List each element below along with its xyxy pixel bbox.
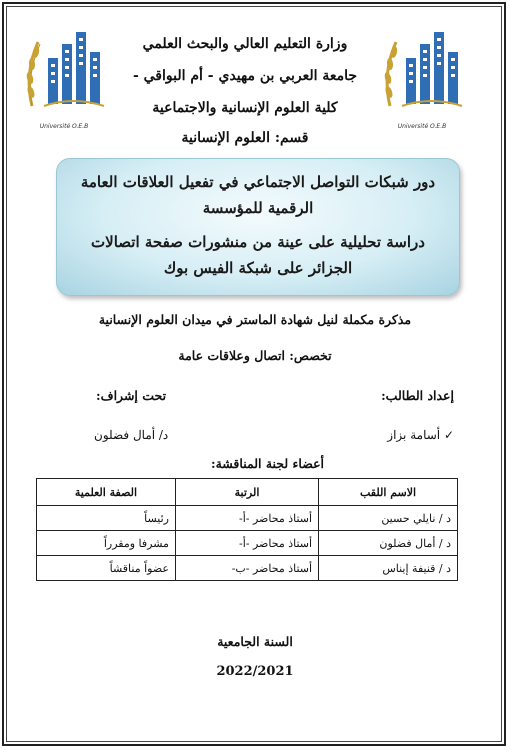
table-header-row (37, 479, 458, 506)
ministry-title: وزارة التعليم العالي والبحث العلمي (142, 36, 348, 52)
supervisor-name: د/ أمال فضلون (94, 428, 169, 442)
check-icon: ✓ (443, 428, 454, 442)
logo-caption: Université O.E.B (39, 123, 89, 130)
prepared-by-label: إعداد الطالب: (381, 388, 454, 403)
academic-year-label: السنة الجامعية (217, 634, 293, 649)
thesis-note: مذكرة مكملة لنيل شهادة الماستر في ميدان العلوم الإنسانية (98, 312, 412, 327)
student-entry (387, 428, 454, 442)
university-name: جامعة العربي بن مهيدي - أم البواقي - (132, 68, 358, 84)
title-line-3: دراسة تحليلية على عينة من منشورات صفحة اتصالات (91, 233, 425, 251)
supervision-label: تحت إشراف: (96, 388, 167, 403)
member-name: د / قنيفة إيناس (319, 556, 458, 581)
member-rank: أستاذ محاضر -ب- (175, 556, 318, 581)
title-line-2: الرقمية للمؤسسة (202, 199, 314, 217)
column-header: الاسم اللقب (319, 479, 458, 506)
column-header: الصفة العلمية (37, 479, 176, 506)
university-logo-right (376, 14, 468, 132)
faculty-name: كلية العلوم الإنسانية والاجتماعية (152, 100, 338, 116)
title-line-1: دور شبكات التواصل الاجتماعي في تفعيل العلاقات العامة (80, 173, 436, 191)
title-line-4: الجزائر على شبكة الفيس بوك (163, 259, 353, 277)
member-role: رئيساً (37, 506, 176, 531)
table-row (37, 556, 458, 581)
member-rank: أستاذ محاضر -أ- (175, 531, 318, 556)
logo-caption: Université O.E.B (397, 123, 447, 130)
specialization: تخصص: اتصال وعلاقات عامة (178, 348, 332, 363)
thesis-title-banner (56, 158, 460, 296)
department-name: قسم: العلوم الإنسانية (181, 130, 309, 146)
committee-table (36, 478, 458, 581)
member-rank: أستاذ محاضر -أ- (175, 506, 318, 531)
university-logo-left (18, 14, 110, 132)
logo-emblem-icon (18, 14, 110, 132)
logo-emblem-icon (376, 14, 468, 132)
student-name: أسامة بزاز (387, 428, 441, 442)
member-role: عضواً مناقشاً (37, 556, 176, 581)
member-role: مشرفا ومقرراً (37, 531, 176, 556)
member-name: د / أمال فضلون (319, 531, 458, 556)
table-row (37, 506, 458, 531)
academic-year: 2022/2021 (216, 664, 294, 679)
column-header: الرتبة (175, 479, 318, 506)
table-row (37, 531, 458, 556)
member-name: د / نايلي حسين (319, 506, 458, 531)
committee-label: أعضاء لجنة المناقشة: (210, 456, 324, 471)
